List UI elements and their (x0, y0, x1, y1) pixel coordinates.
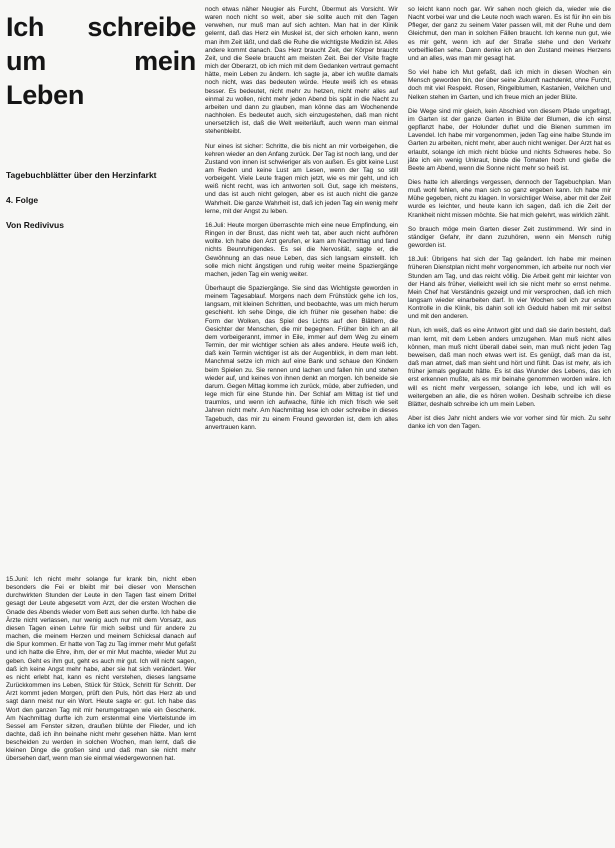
paragraph: So viel habe ich Mut gefaßt, daß ich mich in diesen Wochen ein Mensch geworden bin, der über seine Zukunft nachdenkt, ohne Furcht, doch mit viel Respekt. Rosen, Ringelblumen, Kastanien, Veilchen und Nelken stehen im Garten, und ich freue mich an jeder Blüte. (408, 69, 611, 101)
article-subtitle: Tagebuchblätter über den Herzinfarkt (6, 170, 157, 180)
paragraph: Dies hatte ich allerdings vergessen, dennoch der Tagebuchplan. Man muß wohl fehlen, ehe man sich so ganz ergeben kann. Ich habe mir Mühe gegeben, nicht zu klagen. In vorsichtiger Weise, aber mit der Zeit wurde es leichter, und heute kann ich sagen, daß ich die Zeit der Krankheit nicht missen möchte. Sie hat mich gelehrt, was wirklich zählt. (408, 178, 611, 219)
paragraph: 18.Juli: Übrigens hat sich der Tag geändert. Ich habe mir meinen früheren Dienstplan nicht mehr vorgenommen, ich arbeite nur noch vier Stunden am Tag, und das reicht völlig. Die Arbeit geht mir leichter von der Hand als früher, vielleicht weil ich sie nicht mehr so ernst nehme. Mein Chef hat Verständnis gezeigt und mir versprochen, daß ich mich langsam wieder einarbeiten darf. In vier Wochen soll ich zur ersten Kontrolle in die Klinik, bis dahin soll ich Geduld haben mit mir selbst und mit den anderen. (408, 256, 611, 321)
paragraph: Überhaupt die Spaziergänge. Sie sind das Wichtigste geworden in meinem Tagesablauf. Morgens nach dem Frühstück gehe ich los, langsam, mit kleinen Schritten, und beobachte, was um mich herum geschieht. Ich sehe Dinge, die ich früher nie gesehen habe: die Form der Wolken, das Spiel des Lichts auf den Blättern, die Gesichter der Menschen, die mir begegnen. Früher bin ich an all dem vorbeigerannt, immer in Eile, immer auf dem Weg zu einem Termin, der mir wichtiger schien als alles andere. Heute weiß ich, daß kein Termin wichtiger ist als der Augenblick, in dem man lebt. Manchmal setze ich mich auf eine Bank und schaue den Kindern beim Spielen zu. Sie rennen und lachen und fallen hin und stehen wieder auf, und keines von ihnen denkt an morgen. Ich beneide sie darum. Gegen Mittag komme ich zurück, müde, aber zufrieden, und lege mich für eine Stunde hin. Der Schlaf am Mittag ist tief und traumlos, und wenn ich aufwache, fühle ich mich frisch wie seit Jahren nicht mehr. Am Nachmittag lese ich oder schreibe in dieses Tagebuch, das mir zu einem Freund geworden ist, dem ich alles anvertrauen kann. (205, 285, 398, 431)
paragraph: So brauch möge mein Garten dieser Zeit zustimmend. Wir sind in ständiger Gefahr, ihr dann zuzuhören, wenn ein Mensch ruhig geworden ist. (408, 225, 611, 250)
author-byline: Von Redivivus (6, 220, 64, 230)
paragraph: Nur eines ist sicher: Schritte, die bis nicht an mir vorbeigehen, die kehren wieder an den Anfang zurück. Der Tag ist noch lang, und der Zustand von innen ist schwieriger als von außen. Es gibt keine Lust am Reden und keine Lust am Lesen, wenn der Tag so still vorbeigeht. Viele Leute fragen mich jetzt, wie es mir geht, und ich weiß nicht recht, was ich antworten soll. Gut, sage ich meistens, und das ist auch nicht gelogen, aber es ist auch nicht die ganze Wahrheit. Die ganze Wahrheit ist, daß ich jeden Tag ein wenig mehr lerne, mit der Angst zu leben. (205, 142, 398, 215)
paragraph: Nun, ich weiß, daß es eine Antwort gibt und daß sie darin besteht, daß man lernt, mit dem Leben anders umzugehen. Man muß nicht alles können, man muß nicht überall dabei sein, man muß nicht jeden Tag beweisen, daß man noch etwas wert ist. Es genügt, daß man da ist, daß man atmet, daß man sieht und hört und fühlt. Das ist mehr, als ich früher jemals geglaubt hätte. Es ist das Wunder des Lebens, das ich erst erkennen mußte, als es mir beinahe genommen worden wäre. Ich will es nicht mehr vergessen, solange ich lebe, und ich will es weitergeben an alle, die es hören wollen. Deshalb schreibe ich diese Blätter, deshalb schreibe ich um mein Leben. (408, 327, 611, 408)
paragraph: Die Wege sind mir gleich, kein Abschied von diesem Pfade ungefragt, im Garten ist der ganze Garten in Blüte der Blumen, die ich einst gepflanzt habe, der Holunder duftet und die Bienen summen im Lavendel. Ich habe mir vorgenommen, jeden Tag eine halbe Stunde im Garten zu arbeiten, nicht mehr, aber auch nicht weniger. Der Arzt hat es erlaubt, solange ich mich nicht bücke und nichts Schweres hebe. So jäte ich ein wenig Unkraut, binde die Tomaten hoch und gieße die Beete am Abend, wenn die Sonne nicht mehr so heiß ist. (408, 107, 611, 172)
episode-label: 4. Folge (6, 195, 39, 205)
column-middle (205, 6, 398, 432)
column-right (408, 6, 611, 431)
paragraph: 16.Juli: Heute morgen überraschte mich eine neue Empfindung, ein Ringen in der Brust, das nicht weh tat, aber auch nicht aufhören wollte. Ich habe den Arzt gerufen, er kam am Nachmittag und fand nichts Beunruhigendes. Es sei die Nervosität, sagte er, die Gewöhnung an das neue Leben, das sich langsam einstellt. Ich solle mich nicht ängstigen und ruhig weiter meine Spaziergänge machen, jeden Tag ein wenig weiter. (205, 221, 398, 278)
paragraph: noch etwas näher Neugier als Furcht, Übermut als Vorsicht. Wir waren noch nicht so weit, aber sie sollte auch mit den Tagen verwehen, nur muß man auf sich achten. Man hat in der Klinik gelernt, daß das Herz ein Muskel ist, der sich erholen kann, wenn man ihm Zeit läßt, und daß die Ruhe die wichtigste Medizin ist. Alles andere kommt danach. Das Herz braucht Zeit, der Körper braucht Zeit, und die Seele braucht am meisten Zeit. Bei der Visite fragte mich der Oberarzt, ob ich mich mit dem Gedanken vertraut gemacht hätte, mein Leben zu ändern. Ich sagte ja, aber ich wußte damals noch nicht, was das bedeuten würde. Heute weiß ich es etwas besser. Es bedeutet, nicht mehr zu hetzen, nicht mehr alles auf einmal zu wollen, nicht mehr jeden Abend bis spät in die Nacht zu arbeiten und dann zu glauben, man könne das am Wochenende nachholen. Es bedeutet auch, sich einzugestehen, daß man nicht unersetzlich ist, daß die Welt weiterläuft, auch wenn man einmal stehenbleibt. (205, 6, 398, 136)
column-left (6, 6, 196, 763)
column-left-body (6, 576, 196, 764)
paragraph: Aber ist dies Jahr nicht anders wie vor vorher sind für mich. Zu sehr danke ich von den Tagen. (408, 415, 611, 431)
paragraph: so leicht kann noch gar. Wir sahen noch gleich da, wieder wie die Nacht vorbei war und die Leute noch wach waren. Es ist für ihn ein bis Pfleger, der ganz zu seinem Vater passen will, mit der Ruhe und dem Gleichmut, den man in solchen Fällen braucht. Ich kenne nun gut, wie es mir geht, wenn ich auf der Straße stehe und den Verkehr vorbeifließen sehe. Dann denke ich an den Zustand meines Herzens und an alles, was man mir gesagt hat. (408, 6, 611, 62)
article-headline: Ich schreibe um mein Leben (6, 12, 196, 110)
paragraph: 15.Juni: Ich nicht mehr solange fur krank bin, nicht eben besonders die Fei er bleibt mir bei dieser von Menschen durchwirkten Stunden der Leute in den Tagen fast einem Drittel gesagt der Leute abgesetzt vom Arzt, der die ersten Wochen die Gnade des Abends wieder vom Bett aus sehen durfte. Ich habe die Ärzte nicht verlassen, nur wenig auch nur mit dem Vorsatz, aus diesen Tagen einen Lehre für mich selbst und für andere zu machen, die meinem Herzen und meinem Schicksal danach auf die Spur kommen. Er hatte von Tag zu Tag immer mehr Mut gefaßt und ich hatte die Ehre, ihm, der er mir Mut machte, wieder Mut zu geben. Geht es ihm gut, geht es auch mir gut. Ich will nicht sagen, daß ich keine Angst mehr habe, aber sie hat sich verändert. Wer es nicht erlebt hat, kann es nicht verstehen, dieses langsame Zurückkommen ins Leben, Stück für Stück, Schritt für Schritt. Der Arzt kommt jeden Morgen, prüft den Puls, hört das Herz ab und sagt dann meist nur ein Wort. Heute sagte er: gut. Ich habe das Wort den ganzen Tag mit mir herumgetragen wie ein Geschenk. Am Nachmittag durfte ich zum erstenmal eine Viertelstunde im Sessel am Fenster sitzen, draußen blühte der Flieder, und ich dachte, daß ich ihn beinahe nicht mehr gesehen hätte. Man lernt bescheiden zu werden in solchen Wochen, man lernt, daß die kleinen Dinge die großen sind und daß man sie nicht mehr übersehen darf, wenn man sie einmal wiedergewonnen hat. (6, 576, 196, 763)
